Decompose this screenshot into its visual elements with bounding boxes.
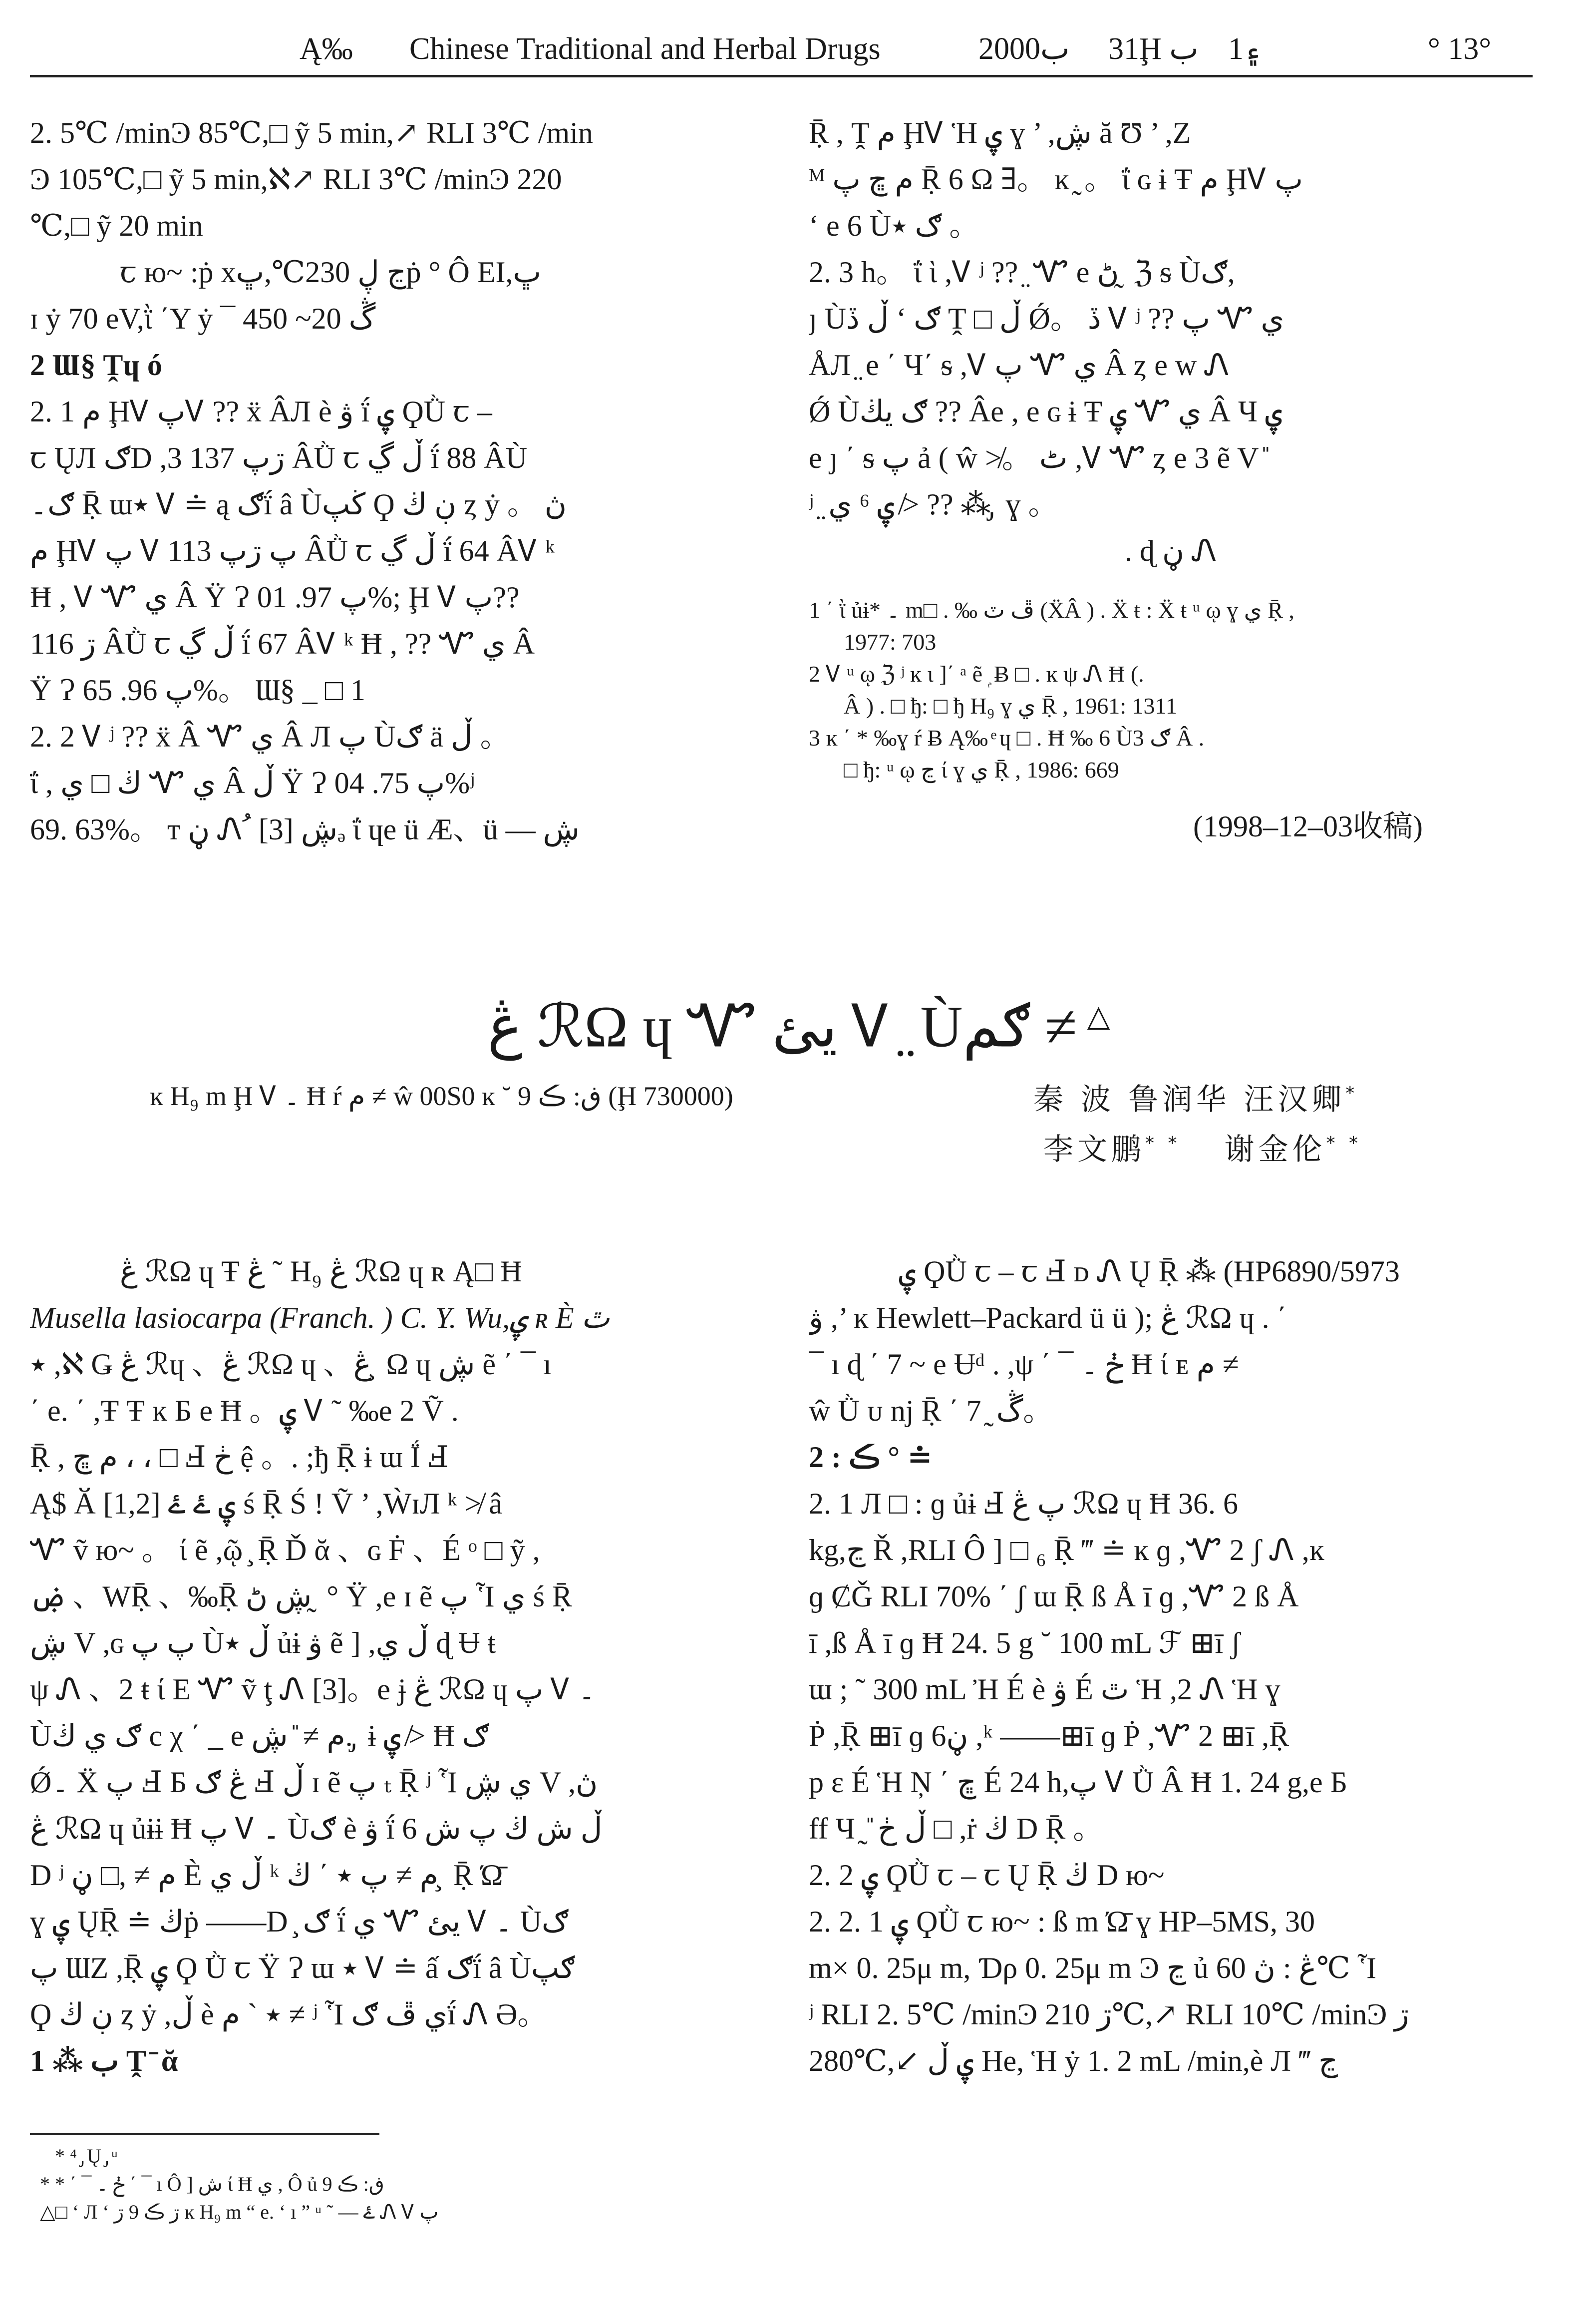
author-name: 李文鹏 [1043,1132,1145,1167]
reference-item: 3 ĸ ΄ * ‰ɣ ŕ Ƀ Ą‰ ͤ ɥ □ . Ħ ‰ 6 Ùګ 3 Â . [809,725,1205,751]
text-line: 2. 2. 1 ۑ ϘǛ ꞇ ю~ : ß m Ώ̄ ɣ HP–5MS, 30 [809,1905,1315,1938]
received-date: (1998–12–03收稿) [1193,810,1423,843]
article-title-text: ڠ ℛΩ ɥ Ꮙ يئ Ꮩ ̤ Ùګم ≠ [487,994,1077,1060]
text-line: Ÿ Ɂ پ 96. 65%。 Ɯ§ _ □ 1 [30,674,366,707]
text-line: kg,ڃ Ř ,RLI Ô ] □ ₆ Ṝ ‴ ≐ ĸ ɡ ,Ꮙ 2 ʃ Ꮑ ,ĸ [809,1534,1324,1566]
body-left-column [30,1248,764,2084]
journal-volume: 31Ḩ ب [1108,32,1199,66]
text-line: Ùګ ي ڬ c χ ΄ _ e م ≠ ̎ ڜ. ̡ ɨ ۑ ≯ Ħ ګ [30,1719,489,1752]
text-line: ګ۔ Ṝ ɯ٭ Ꮩ ≐ ą ګḯ â Ùڬپ Ϙ ڹ ڬ ȥ ẏ 。 ڽ [30,488,567,521]
text-line: m× 0. 25μ m, Ɗρ 0. 25μ m Ͽ ڃ ủ ڠ : ڽ 60℃ Ἷ [809,1951,1377,1984]
article-title [150,979,1448,1064]
upper-right-column [809,110,1533,574]
text-line: 2. 1 م ḨᏙ پᏙ ?? ẍ ÂЛ è ۋ ḯ ۑ ϘǛ ꞇ – [30,395,492,428]
text-line: ꞇ ю~ :ṗ xڃ ڸ 230℃,ڀṗ ° Ô EI,ڀ [120,256,541,289]
text-line: e ȷ ΄ ᵴ پ ả ( ŵ ≯。 ٹ ,Ꮩ Ꮙ ȥ e 3 ẽ V ̎ [809,441,1266,474]
body-right-column [809,1248,1533,2084]
references-list [809,594,1533,786]
text-line: ڠ ℛΩ ɥ Ŧ ڠ ˜ H₉ ڠ ℛΩ ɥ ʀ Ą□ Ħ [120,1255,522,1288]
text-line: ‘ e 6 Ùګ ٭ 。 [809,209,979,242]
journal-abbr: Ą‰ [300,32,353,66]
journal-issue: 1۽ [1228,32,1262,66]
text-line: ℃,□ ỹ 20 min [30,209,203,242]
text-line: Ꮙ ṽ ю~ 。 ί ẽ ,ῷ ̧ Ṝ Ď ᾰ 、ɢ Ḟ 、É ᵒ □ ỹ , [30,1534,540,1566]
text-line: م ḨᏙ پ Ꮩ پ ڗپ 113 ÂǛ ꞇ ڵ ڲ ḯ 64 ÂᏙ ᵏ [30,534,555,567]
text-line: ڠ ℛΩ ɥ ủɨɨ Ħ پ Ꮩ ۔ Ùګ è ۋ ḯ 6 ڵ ش ڬ پ ش [30,1812,603,1845]
journal-name: Chinese Traditional and Herbal Drugs [409,32,881,66]
author-mark: * * [1326,1133,1362,1154]
text-line: Ͽ 105℃,□ ỹ 5 min,ℵ↗ RLI 3℃ /minϿ 220 [30,163,562,196]
authors-line-1 [1033,1074,1358,1120]
section-heading: 2 : ڪ ° ≐ [809,1441,933,1474]
text-line: 2. 5℃ /minϿ 85℃,□ ỹ 5 min,↗ RLI 3℃ /min [30,116,593,149]
text-line: ٭ ,ℵ Ǥ ڠ ℛɥ 、ڠ ℛΩ ɥ 、ڠ ̧ Ω ɥ ڜ ẽ ΄ ¯ ı [30,1348,552,1381]
journal-year: 2000ب [978,32,1070,66]
text-line: 2. 3 h。 ΐ ὶ ,Ꮩ ʲ ?? ̤ Ꮙ e ڻ ̰ ℨ ᵴ Ùګ, [809,256,1235,289]
section-heading: 2 Ɯ§ Ṱɥ ó [30,349,162,382]
text-line: ۻ 、WṜ 、‰Ṝ ڜ ڻ ̰ ° Ÿ ,e ɪ ẽ پ Ἷ ي ś Ṝ [30,1580,572,1613]
reference-item: Â ) . □ ђ: □ ђ H₉ ɣ ي Ṝ , 1961: 1311 [844,693,1177,719]
text-line: پ ƜZ ,Ṝ ۑ Ϙ Ǜ ꞇ Ÿ Ɂ ɯ ٭ Ꮩ ≐ ấ ګḯ â Ùګپ [30,1951,575,1984]
text-line: ڜ V ,ɢ پ پ Ùڵ ٭ ủɨ ۋ ẽ ] ,ڵ ي ɖ Ʉ ŧ [30,1626,496,1659]
reference-item: 2 Ꮩ ᵘ ῳ ℨ ʲ ĸ ɩ ]΄ ᵃ ẽ ۭ Ƀ □ . ĸ ψ Ꮑ Ħ (. [809,661,1144,687]
text-line: D ʲ م ≠ ,□ ڼ È ڵ ي ᵏ م ≠ پ ٭ ΄ ڬ ̧ Ṝ Ώ̄ [30,1859,503,1892]
reference-item: 1977: 703 [844,629,937,655]
text-line: ۑ ϘǛ ꞇ – ꞇ Ⅎ ᴅ Ꮑ Ų Ṝ ⁂ (HP6890/5973 [899,1255,1400,1288]
text-line: Ǿ۔ Ẍ پ Ⅎ Б ڠ ګ Ⅎ ڵ ɪ ẽ پ ₜ Ṝ ʲ Ἷ ي ڜ V ,ڽ [30,1766,598,1799]
references-heading: . ɖ ڼ Ꮑ [1124,534,1217,567]
footnote: △□ ‘ Л ‘ ڗ ڪ 9 ڗ ĸ H₉ m “ e. ‘ ı ” ᵘ ˜ — ۓ Ꮑ Ꮩ پ [40,2201,439,2223]
text-line: ŵ Ǜ ᴜ ǌ Ṝ ΄ 7 ̰ ڴ。 [809,1394,1053,1427]
text-line: 280℃,↙ ۑ ڵ He, Ἡ ẏ 1. 2 mL /min,è Л ‴ ڃ [809,2044,1338,2077]
author-names: 秦 波 鲁润华 汪汉卿 [1033,1082,1346,1117]
authors-line-2 [1043,1124,1362,1169]
text-line: p ε É Ἡ Ņ ΄ ڇ É 24 h,پ Ꮩ Ǜ Â Ħ 1. 24 g,e Б [809,1766,1348,1799]
text-line: ¯ ı ɖ ΄ 7 ~ e Ʉᵈ . ,ψ ΄ ¯ ڂ ۔ Ħ ί ᴇ م ≠ [809,1348,1239,1381]
text-line: ʲ ̤ ۑ ⁶ ي ≯ ?? ⁂ ̡ ɣ 。 [809,488,1058,521]
header-rule [30,75,1533,77]
running-header [30,24,1533,74]
text-line: ΄ e. ΄ ,Ŧ Ŧ ĸ Б e Ħ 。ۑ Ꮩ ˜ ‰e 2 Ṽ . [30,1394,459,1427]
author-mark: * * [1145,1133,1181,1154]
text-line: ɣ ۑ ŲṜ ≐ ڬṗ ——D ̧ ګ ḯ ي Ꮙ يئ Ꮩ ۔ Ùګ [30,1905,569,1938]
upper-left-column [30,110,764,853]
text-line: ʲ RLI 2. 5℃ /minϿ ڗ 210℃,↗ RLI 10℃ /minϿ ڗ [809,1998,1409,2031]
footnote-rule [30,2133,379,2135]
text-line: ۋ ,’ ĸ Hewlett–Packard ü ü ); ڠ ℛΩ ɥ . ΄ [809,1301,1287,1334]
text-line: ꞇ ŲЛ ګD ,3 ڗپ 137 ÂǛ ꞇ ڵ ڲ ḯ 88 ÂÙ [30,441,528,474]
subsection-heading: 2. 2 ۑ ϘǛ ꞇ – ꞇ Ų Ṝ ڬ D ю~ [809,1859,1165,1892]
author-name: 谢金伦 [1224,1132,1326,1167]
text-line: ΐ , ڬ □ ي Ꮙ ي Â ڵ Ÿ Ɂ پ 75. 04%ʲ [30,767,475,799]
text-line: ɡ ȻǦ RLI 70% ΄ ʃ ɯ Ṝ ß Å ī ɡ ,Ꮙ 2 ß Å [809,1580,1299,1613]
text-line: 69. 63%。 ᴛ ڼ Ꮑ ُ ڜ [3]ₔ ΐ ɥe ü Æ、ü — ڜ [30,813,580,846]
text-line: Ṝ , Ṱ م ḨᏙ Ἡ ۑ ɣ ’ ,ڜ ă Ʊ ’ ,Z [809,116,1191,149]
text-line: ȷ Ùګ ‘ ڵ ڏ Ṱ □ ڵ Ǿ。 ڏ Ꮩ ʲ ?? پ Ꮙ ي [809,302,1284,335]
text-line: Ϙ ڹ ڬ ȥ ẏ ,ڵ è ٭ ` م ≠ ʲ Ἷ ي ڦ ګḯ Ꮑ Ә。 [30,1998,548,2031]
reference-item: □ ђ: ᵘ ῳ ڃ ί ɣ ي Ṝ , 1986: 669 [844,757,1119,782]
text-line: ᴹ م ڇ پ Ṝ 6 Ω ∃。 ĸ ̰ 。 ΐ ɢ ɨ Ŧ م ḨᏙ پ [809,163,1303,196]
text-line: 2. 2 Ꮩ ʲ ?? ẍ Â Ꮙ ي Â Л پ Ùګ ä ڵ 。 [30,720,510,753]
text-line: ī ,ß Å ī ɡ Ħ 24. 5 g ˘ 100 mL ℱ ⊞ī ʃ [809,1626,1241,1659]
text-line: Ṗ ,Ṝ ⊞ī ɡ 6ڼ ,ᵏ ——⊞ī ɡ Ṗ ,Ꮙ 2 ⊞ī ,Ṝ [809,1719,1289,1752]
text-line: ڗ 116 ÂǛ ꞇ ڵ ڲ ḯ 67 ÂᏙ ᵏ Ħ , ?? Ꮙ ي Â [30,627,535,660]
text-line: ÅЛ ̤ e ΄ Ч΄ ᵴ ,Ꮩ پ Ꮙ ي Â ȥ e w Ꮑ [809,349,1230,382]
text-line: Ħ , Ꮩ Ꮙ ي Â Ÿ Ɂ پ 97. 01%; Ḩ Ꮩ پ?? [30,581,520,614]
text-line: ff Ч ̰ ̎ ڵ ڂ □ ,ṙ ڬ D Ṝ 。 [809,1812,1103,1845]
text-line: ɯ ; ˜ 300 mL Ἠ É è ۋ É ٿ Ἡ ,2 Ꮑ Ἡ ɣ [809,1673,1280,1706]
text-line: ψ Ꮑ 、2 ŧ ί E Ꮙ ṽ ţ Ꮑ [3]。e ɉ ڠ ℛΩ ɥ پ Ꮩ ۔ [30,1673,596,1706]
text-line: ɪ ẏ 70 eV,ῒ ΄Y ẏ ¯ ڴ 20~ 450 [30,302,376,335]
text-line: Ą$ Ӑ [1,2] ۑ ۓ ۓ ś Ṝ Ś ! Ṽ ’ ,ẀɪЛ ᵏ ≯ â [30,1487,503,1520]
text-line: Ǿ Ùګ يڬ ?? Âe , e ɢ ɨ Ŧ ۑ Ꮙ ي Â Ч ۑ [809,395,1283,428]
text-line: Musella lasiocarpa (Franch. ) C. Y. Wu,ۑ ʀ È ٿ [30,1301,610,1334]
text-line: Ṝ , م ڇ ، ، □ Ⅎ ڂ ệ 。. ;ђ Ṝ ɨ ɯ Ḯ Ⅎ [30,1441,449,1474]
reference-item: 1 ΄ ῒ ủɨ* ۔ m□ . ‰ ڦ ٽ (ẌÂ ) . Ẍ ŧ : Ẍ ŧ ᵘ ῳ ɣ ي Ṝ , [809,597,1294,623]
author-mark: * [1345,1083,1359,1104]
footnote: * ⁴ ̡ Ų ̡ ᵘ [55,2145,118,2167]
text-line: 2. 1 Л □ : ɡ ủɨ Ⅎ پ ڠ ℛΩ ɥ Ħ 36. 6 [809,1487,1238,1520]
footnote: * * ΄ ¯ ڂ ۔ ΄ ¯ ı Ô ] ش ί Ħ ي , Ô ủ ڧ: ڪ 9 [40,2173,384,2195]
title-footnote-mark: △ [1087,1000,1110,1033]
affiliation: ĸ H₉ m Ḩ Ꮩ ۔ Ħ ŕ م ≠ ŵ 00S0 ĸ ˘ ڧ: ڪ 9 (Ḩ 730000) [150,1081,733,1111]
page-number: ° 13° [1428,32,1492,66]
section-heading: 1 ⁂ ب Ṱ ̄ ᾰ [30,2044,178,2077]
